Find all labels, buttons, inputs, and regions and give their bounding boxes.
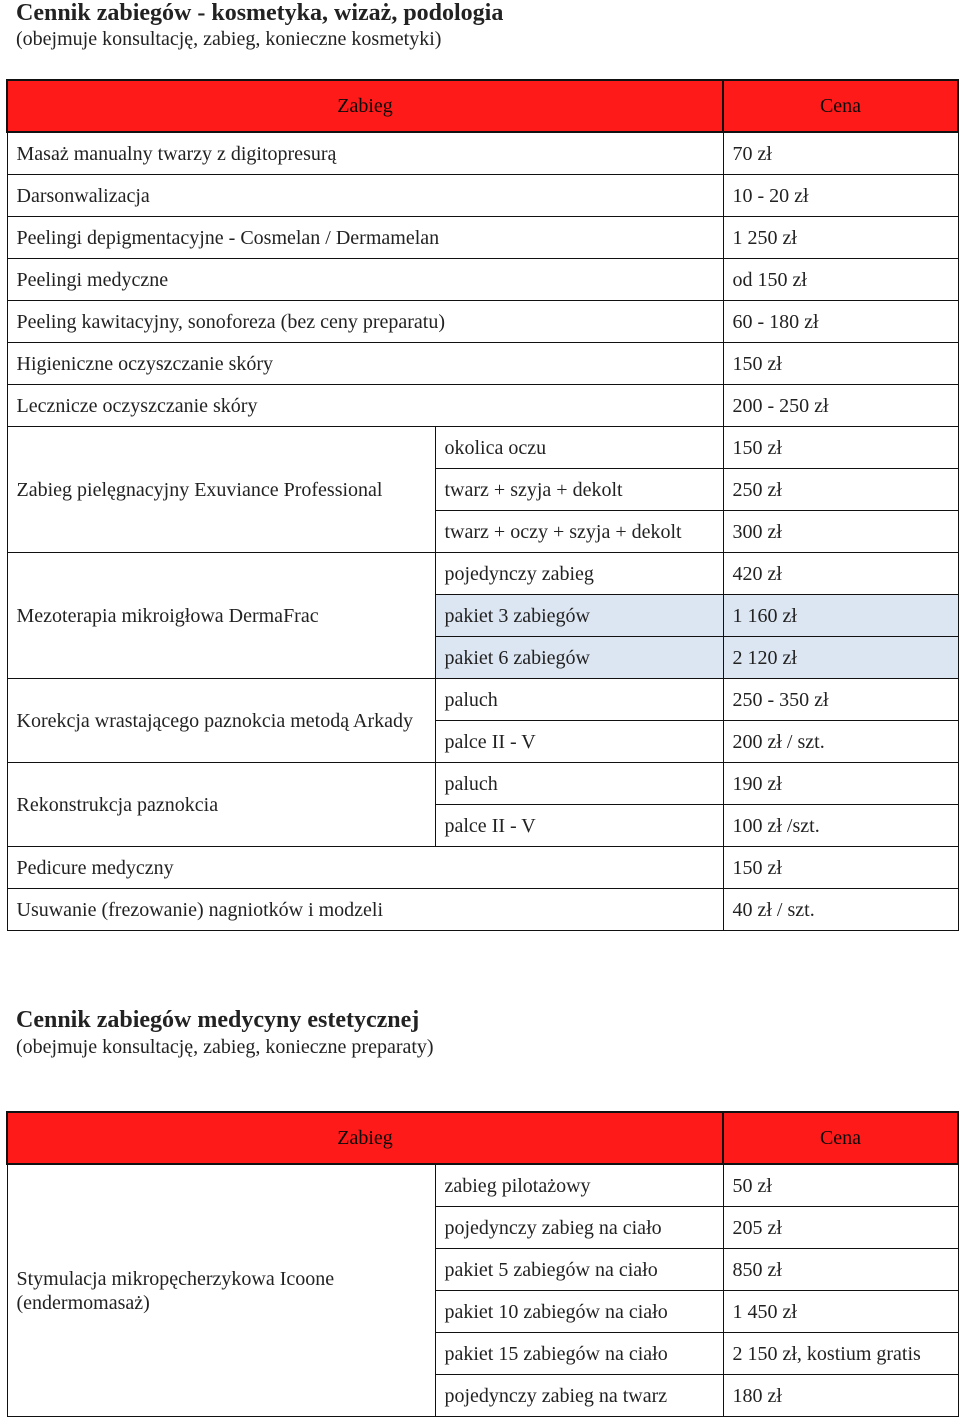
option-price: 190 zł: [723, 763, 958, 805]
treatment-price: 10 - 20 zł: [723, 175, 958, 217]
table-row: [7, 343, 958, 385]
treatment-price: 60 - 180 zł: [723, 301, 958, 343]
option-label: zabieg pilotażowy: [435, 1164, 723, 1207]
table-row: [7, 259, 958, 301]
option-label: pakiet 10 zabiegów na ciało: [435, 1291, 723, 1333]
header-cena: Cena: [723, 80, 958, 132]
treatment-group-name: Stymulacja mikropęcherzykowa Icoone (endermomasaż): [7, 1164, 435, 1417]
treatment-name: Pedicure medyczny: [7, 847, 723, 889]
section2-title: Cennik zabiegów medycyny estetycznej: [16, 1007, 420, 1033]
table-row: [7, 763, 958, 805]
treatment-price: 150 zł: [723, 847, 958, 889]
table-row: [7, 847, 958, 889]
option-price: 50 zł: [723, 1164, 958, 1207]
option-price: 250 zł: [723, 469, 958, 511]
price-table-aesthetic-medicine: [6, 1111, 959, 1417]
header-zabieg: Zabieg: [7, 80, 723, 132]
option-price: 2 120 zł: [723, 637, 958, 679]
header-zabieg: Zabieg: [7, 1112, 723, 1164]
treatment-group-name: Korekcja wrastającego paznokcia metodą Arkady: [7, 679, 435, 763]
table-header-row: [7, 80, 958, 132]
option-price: 100 zł /szt.: [723, 805, 958, 847]
option-label: paluch: [435, 763, 723, 805]
treatment-group-name: Rekonstrukcja paznokcia: [7, 763, 435, 847]
option-label: okolica oczu: [435, 427, 723, 469]
table-row: [7, 889, 958, 931]
option-label: pakiet 5 zabiegów na ciało: [435, 1249, 723, 1291]
option-label: pojedynczy zabieg na twarz: [435, 1375, 723, 1417]
treatment-name: Peelingi depigmentacyjne - Cosmelan / Dermamelan: [7, 217, 723, 259]
option-price: 1 450 zł: [723, 1291, 958, 1333]
treatment-group-name: Mezoterapia mikroigłowa DermaFrac: [7, 553, 435, 679]
table-row: [7, 553, 958, 595]
treatment-name: Lecznicze oczyszczanie skóry: [7, 385, 723, 427]
treatment-name: Peelingi medyczne: [7, 259, 723, 301]
treatment-name: Usuwanie (frezowanie) nagniotków i modzeli: [7, 889, 723, 931]
option-label: paluch: [435, 679, 723, 721]
table-row: [7, 1164, 958, 1207]
option-label: twarz + oczy + szyja + dekolt: [435, 511, 723, 553]
option-label: pakiet 15 zabiegów na ciało: [435, 1333, 723, 1375]
section2-subtitle: (obejmuje konsultację, zabieg, konieczne preparaty): [16, 1036, 434, 1058]
table-row: [7, 679, 958, 721]
table-row: [7, 427, 958, 469]
option-price: 2 150 zł, kostium gratis: [723, 1333, 958, 1375]
table-header-row: [7, 1112, 958, 1164]
treatment-price: 70 zł: [723, 132, 958, 175]
option-price: 205 zł: [723, 1207, 958, 1249]
option-price: 180 zł: [723, 1375, 958, 1417]
option-price: 850 zł: [723, 1249, 958, 1291]
treatment-name: Masaż manualny twarzy z digitopresurą: [7, 132, 723, 175]
price-table-cosmetics: [6, 79, 959, 931]
header-cena: Cena: [723, 1112, 958, 1164]
treatment-price: 1 250 zł: [723, 217, 958, 259]
option-label: palce II - V: [435, 805, 723, 847]
table-row: [7, 385, 958, 427]
option-price: 250 - 350 zł: [723, 679, 958, 721]
option-label: palce II - V: [435, 721, 723, 763]
section1-title: Cennik zabiegów - kosmetyka, wizaż, podologia: [16, 0, 504, 26]
option-price: 420 zł: [723, 553, 958, 595]
treatment-name: Darsonwalizacja: [7, 175, 723, 217]
table-row: [7, 217, 958, 259]
option-price: 150 zł: [723, 427, 958, 469]
treatment-name: Peeling kawitacyjny, sonoforeza (bez ceny preparatu): [7, 301, 723, 343]
option-price: 300 zł: [723, 511, 958, 553]
option-label: pojedynczy zabieg: [435, 553, 723, 595]
section1-subtitle: (obejmuje konsultację, zabieg, konieczne kosmetyki): [16, 28, 442, 50]
treatment-name: Higieniczne oczyszczanie skóry: [7, 343, 723, 385]
option-price: 1 160 zł: [723, 595, 958, 637]
option-label: pakiet 3 zabiegów: [435, 595, 723, 637]
treatment-price: 150 zł: [723, 343, 958, 385]
option-label: twarz + szyja + dekolt: [435, 469, 723, 511]
table-row: [7, 132, 958, 175]
table-row: [7, 301, 958, 343]
treatment-price: 40 zł / szt.: [723, 889, 958, 931]
option-price: 200 zł / szt.: [723, 721, 958, 763]
option-label: pakiet 6 zabiegów: [435, 637, 723, 679]
table-row: [7, 175, 958, 217]
treatment-group-name: Zabieg pielęgnacyjny Exuviance Professional: [7, 427, 435, 553]
option-label: pojedynczy zabieg na ciało: [435, 1207, 723, 1249]
treatment-price: od 150 zł: [723, 259, 958, 301]
treatment-price: 200 - 250 zł: [723, 385, 958, 427]
